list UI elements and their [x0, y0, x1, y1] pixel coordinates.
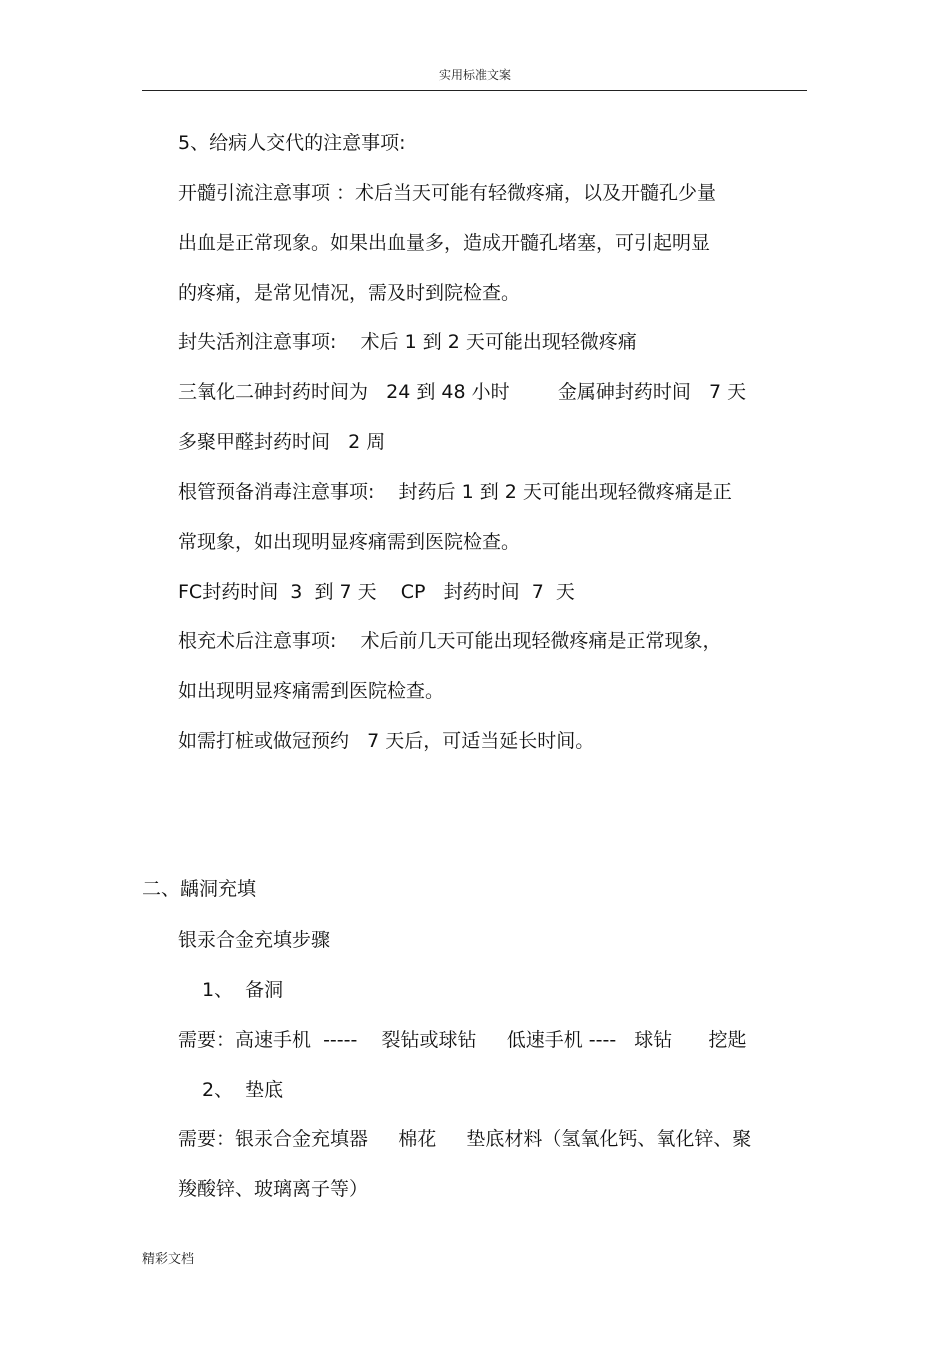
text-line: 的疼痛，是常见情况，需及时到院检查。 [178, 282, 521, 304]
subsection-heading: 银汞合金充填步骤 [178, 929, 331, 951]
text-line: 三氧化二砷封药时间为 24 到 48 小时 金属砷封药时间 7 天 [178, 381, 747, 403]
header-divider [142, 90, 807, 91]
step-heading: 1、 备洞 [202, 979, 284, 1001]
page-header: 实用标准文案 [438, 68, 511, 82]
text-line: 需要：银汞合金充填器 棉花 垫底材料（氢氧化钙、氧化锌、聚 [178, 1128, 752, 1150]
text-line: 开髓引流注意事项 ：术后当天可能有轻微疼痛，以及开髓孔少量 [178, 182, 717, 204]
text-line: 常现象，如出现明显疼痛需到医院检查。 [178, 531, 521, 553]
text-line: 根管预备消毒注意事项: 封药后 1 到 2 天可能出现轻微疼痛是正 [178, 481, 732, 503]
text-line: 多聚甲醛封药时间 2 周 [178, 431, 386, 453]
text-line: 根充术后注意事项: 术后前几天可能出现轻微疼痛是正常现象， [178, 630, 722, 652]
page-footer: 精彩文档 [142, 1252, 195, 1267]
text-line: 如需打桩或做冠预约 7 天后，可适当延长时间。 [178, 730, 595, 752]
text-line: 出血是正常现象。如果出血量多，造成开髓孔堵塞，可引起明显 [178, 232, 711, 254]
text-line: 5、给病人交代的注意事项: [178, 132, 406, 154]
text-line: 如出现明显疼痛需到医院检查。 [178, 680, 445, 702]
text-line: 需要：高速手机 ----- 裂钻或球钻 低速手机 ---- 球钻 挖匙 [178, 1029, 747, 1051]
section-heading: 二、龋洞充填 [142, 878, 257, 900]
text-line: FC封药时间 3 到 7 天 CP 封药时间 7 天 [178, 581, 575, 603]
step-heading: 2、 垫底 [202, 1079, 284, 1101]
text-line: 封失活剂注意事项: 术后 1 到 2 天可能出现轻微疼痛 [178, 331, 637, 353]
text-line: 羧酸锌、玻璃离子等） [178, 1178, 369, 1200]
